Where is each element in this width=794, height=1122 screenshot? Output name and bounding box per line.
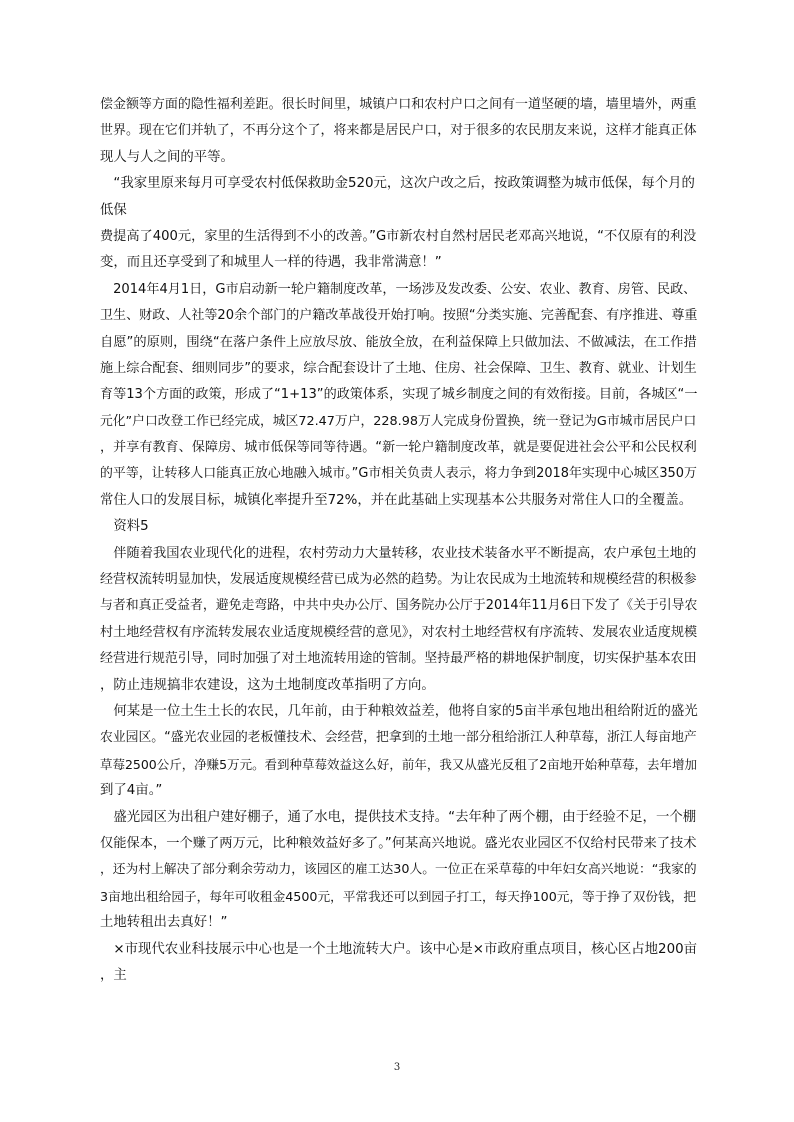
text-line: 现人与人之间的平等。 (100, 149, 234, 165)
text-line: 农业园区。“盛光农业园的老板懂技术、会经营，把拿到的土地一部分租给浙江人种草莓，浙江人每亩地产 (100, 730, 697, 746)
text-line: 自愿”的原则，围绕“在落户条件上应放尽放、能放全放，在利益保障上只做加法、不做减法，在工作措 (100, 334, 697, 350)
text-line: 土地转租出去真好！” (100, 915, 228, 931)
text-line: 草莓2500公斤，净赚5万元。看到种草莓效益这么好，前年，我又从盛光反租了2亩地开始种草莓，去年增加 (100, 756, 697, 772)
text-line: 村土地经营权有序流转发展农业适度规模经营的意见》，对农村土地经营权有序流转、发展农业适度规模 (100, 624, 698, 640)
text-line: 2014年4月1日，G市启动新一轮户籍制度改革，一场涉及发改委、公安、农业、教育、房管、民政、 (100, 281, 697, 297)
page-number: 3 (393, 1062, 401, 1073)
text-line: 卫生、财政、人社等20余个部门的户籍改革战役开始打响。按照“分类实施、完善配套、有序推进、尊重 (100, 308, 698, 324)
text-line: 育等13个方面的政策，形成了“1+13”的政策体系，实现了城乡制度之间的有效衔接。目前，各城区“一 (100, 387, 698, 403)
text-line: ，主 (100, 967, 127, 983)
text-line: 常住人口的发展目标，城镇化率提升至72%，并在此基础上实现基本公共服务对常住人口的全覆盖。 (100, 492, 693, 508)
text-line: 到了4亩。” (100, 783, 163, 799)
text-line: 经营权流转明显加快，发展适度规模经营已成为必然的趋势。为让农民成为土地流转和规模经营的积极参 (100, 572, 697, 588)
text-line: ，防止违规搞非农建设，这为土地制度改革指明了方向。 (100, 677, 435, 693)
text-line: 与者和真正受益者，避免走弯路，中共中央办公厅、国务院办公厅于2014年11月6日下发了《关于引导农 (100, 598, 698, 614)
text-line: 偿金额等方面的隐性福利差距。很长时间里，城镇户口和农村户口之间有一道坚硬的墙，墙里墙外，两重 (100, 97, 697, 112)
text-line: 的平等，让转移人口能真正放心地融入城市。”G市相关负责人表示，将力争到2018年实现中心城区350万 (100, 466, 697, 482)
text-line: 施上综合配套、细则同步”的要求，综合配套设计了土地、住房、社会保障、卫生、教育、就业、计划生 (100, 360, 697, 376)
text-line: ×市现代农业科技展示中心也是一个土地流转大户。该中心是×市政府重点项目，核心区占地200亩 (100, 941, 698, 957)
text-line: ，还为村上解决了部分剩余劳动力，该园区的雇工达30人。一位正在采草莓的中年妇女高兴地说：“我家的 (100, 862, 697, 878)
text-line: “我家里原来每月可享受农村低保救助金520元，这次户改之后，按政策调整为城市低保，每个月的 (100, 176, 695, 192)
text-line: 费提高了400元，家里的生活得到不小的改善。”G市新农村自然村居民老邓高兴地说，“不仅原有的利没 (100, 228, 697, 244)
text-line: 世界。现在它们并轨了，不再分这个了，将来都是居民户口，对于很多的农民朋友来说，这样才能真正体 (100, 123, 697, 139)
section-heading: 资料5 (100, 519, 149, 535)
text-line: 元化”户口改登工作已经完成，城区72.47万户，228.98万人完成身份置换，统一登记为G市城市居民户口 (100, 413, 697, 429)
text-line: 低保 (100, 202, 127, 218)
text-line: 3亩地出租给园子，每年可收租金4500元，平常我还可以到园子打工，每天挣100元，等于挣了双份钱，把 (100, 888, 696, 904)
text-line: ，并享有教育、保障房、城市低保等同等待遇。“新一轮户籍制度改革，就是要促进社会公平和公民权利 (100, 440, 697, 456)
text-line: 盛光园区为出租户建好棚子，通了水电，提供技术支持。“去年种了两个棚，由于经验不足，一个棚 (100, 809, 697, 825)
text-line: 仅能保本，一个赚了两万元，比种粮效益好多了。”何某高兴地说。盛光农业园区不仅给村民带来了技术 (100, 835, 697, 851)
text-line: 何某是一位土生土长的农民，几年前，由于种粮效益差，他将自家的5亩半承包地出租给附近的盛光 (100, 703, 698, 719)
body-text (100, 92, 700, 989)
text-line: 变，而且还享受到了和城里人一样的待遇，我非常满意！” (100, 255, 442, 271)
text-line: 经营进行规范引导，同时加强了对土地流转用途的管制。坚持最严格的耕地保护制度，切实保护基本农田 (100, 651, 697, 667)
text-line: 伴随着我国农业现代化的进程，农村劳动力大量转移，农业技术装备水平不断提高，农户承包土地的 (100, 545, 697, 561)
